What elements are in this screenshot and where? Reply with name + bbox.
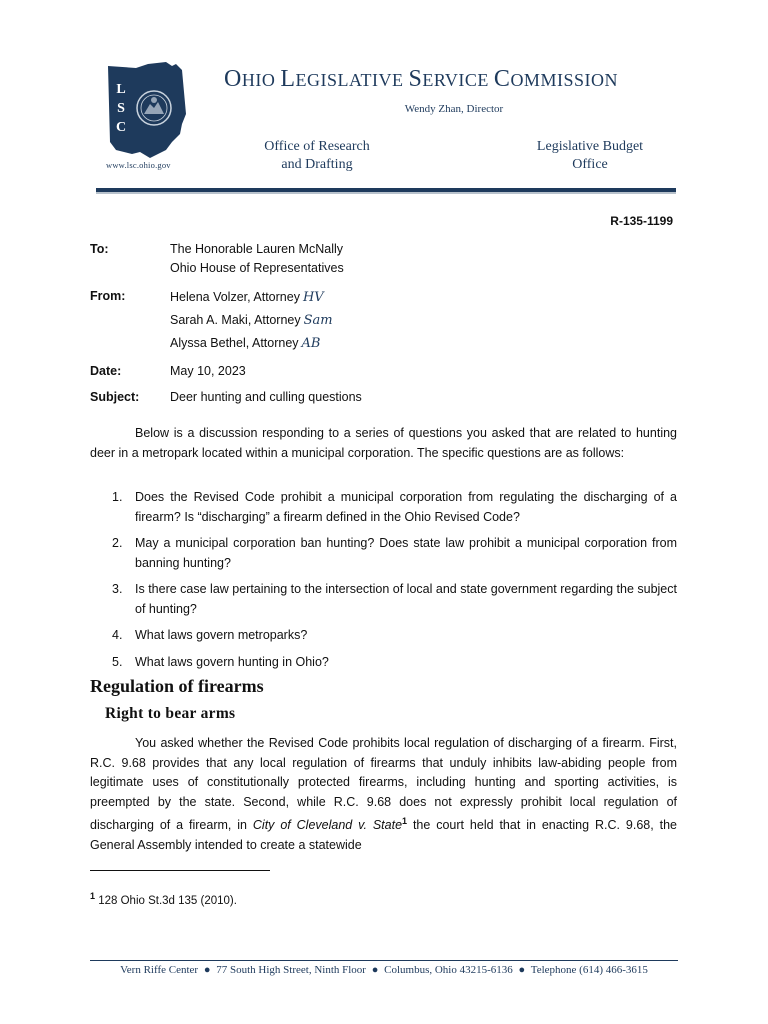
signature-initials: HV [302,290,324,305]
office-research-drafting: Office of Research and Drafting [264,139,370,172]
author-line: Helena Volzer, Attorney HV [170,290,324,305]
office-budget: Legislative Budget Office [536,139,644,172]
list-item: 2. May a municipal corporation ban hunting? Does state law prohibit a municipal corporation from banning hunting? [112,536,677,570]
logo-letter: C [115,120,127,135]
letterhead-divider [96,188,676,194]
org-title: OHIO LEGISLATIVE SERVICE COMMISSION [224,66,618,92]
intro-paragraph: Below is a discussion responding to a series of questions you asked that are related to hunting deer in a metropark located within a municipal corporation. The specific questions are as follows: [90,426,677,460]
footnote-ref: 1 [402,816,408,826]
subject-label: Subject: [90,390,140,404]
signature-initials: AB [301,336,321,351]
list-item: 3. Is there case law pertaining to the intersection of local and state government regarding the subject of hunting? [112,582,677,616]
signature-initials: Sam [303,313,333,328]
list-item: 5. What laws govern hunting in Ohio? [112,654,329,669]
footer-address: Vern Riffe Center ● 77 South High Street, Ninth Floor ● Columbus, Ohio 43215-6136 ● Telephone (614) 466-3615 [120,964,648,976]
author-line: Alyssa Bethel, Attorney AB [170,336,321,351]
case-citation: City of Cleveland v. State [252,818,403,833]
director-line: Wendy Zhan, Director [404,103,504,115]
subsection-heading: Right to bear arms [105,705,236,722]
from-label: From: [90,289,126,303]
logo-letter: S [117,101,125,116]
list-item: 1. Does the Revised Code prohibit a municipal corporation from regulating the discharging of a firearm? Is “discharging” a firearm defined in the Ohio Revised Code? [112,490,677,524]
lsc-logo [106,62,190,172]
date-value: May 10, 2023 [170,364,246,378]
body-paragraph: You asked whether the Revised Code prohibits local regulation of discharging of a firearm. First, R.C. 9.68 provides that any local regulation of firearms that unduly inhibits law-abiding people from legitimate uses of constitutionally protected firearms, including hunting and sporting activities, is preempted by the state. Second, while R.C. 9.68 does not expressly prohibit local regulation of discharging of a firearm, in City of Cleveland v. State$^1$ the court held that in enacting R.C. 9.68, the General Assembly intended to create a statewide [90,736,677,852]
website-link[interactable]: www.lsc.ohio.gov [106,160,171,170]
from-value [170,286,333,355]
footnote: $^1$ 128 Ohio St.3d 135 (2010). [90,891,237,907]
to-label: To: [90,242,109,256]
reference-number: R-135-1199 [610,214,673,228]
footer-divider [90,960,678,961]
date-label: Date: [90,364,122,378]
footnote-divider [90,870,270,871]
logo-letter: L [116,82,126,97]
questions-list [90,488,677,679]
author-line: Sarah A. Maki, Attorney Sam [170,313,333,328]
section-heading: Regulation of firearms [90,676,264,696]
subject-value: Deer hunting and culling questions [170,390,362,404]
list-item: 4. What laws govern metroparks? [112,628,308,642]
to-value: The Honorable Lauren McNally Ohio House of Representatives [170,242,344,275]
